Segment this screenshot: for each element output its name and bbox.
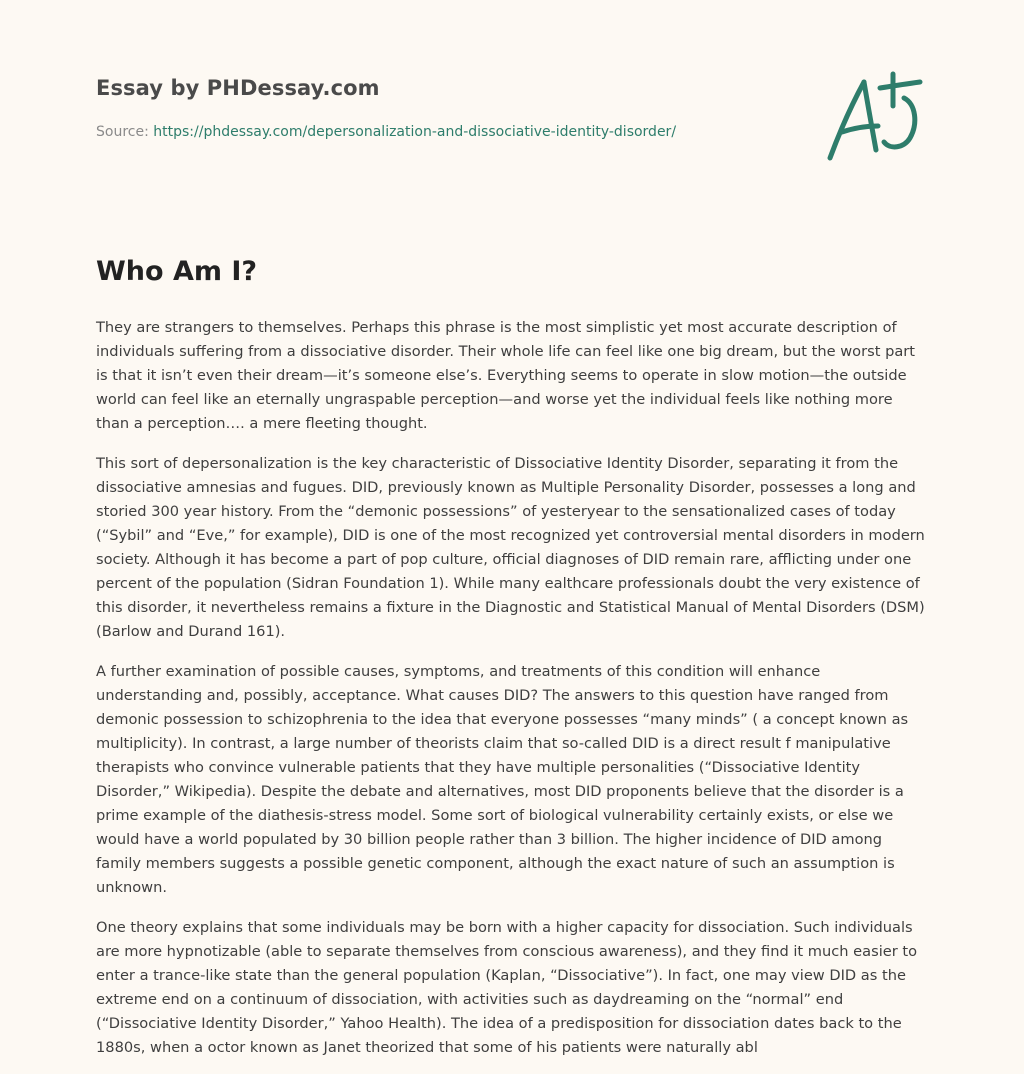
paragraph: They are strangers to themselves. Perhaps this phrase is the most simplistic yet most accurate description of individuals suffering from a dissociative disorder. Their whole life can feel like one big dream, but the worst part is that it isn’t even their dream—it’s someone else’s. Everything seems to operate in slow motion—the outside world can feel like an eternally ungraspable perception—and worse yet the individual feels like nothing more than a perception…. a mere fleeting thought.	[96, 319, 916, 432]
site-title: Essay by PHDessay.com	[96, 76, 380, 100]
source-link[interactable]: https://phdessay.com/depersonalization-and-dissociative-identity-disorder/	[153, 124, 677, 140]
paragraph: This sort of depersonalization is the key characteristic of Dissociative Identity Disorder, separating it from the dissociative amnesias and fugues. DID, previously known as Multiple Personality Disorder, possesses a long and storied 300 year history. From the “demonic possessions” of yesteryear to the sensationalized cases of today (“Sybil” and “Eve,” for example), DID is one of the most recognized yet controversial mental disorders in modern society. Although it has become a part of pop culture, official diagnoses of DID remain rare, afflicting under one percent of the population (Sidran Foundation 1). While many ealthcare professionals doubt the very existence of this disorder, it nevertheless remains a fixture in the Diagnostic and Statistical Manual of Mental Disorders (DSM) (Barlow and Durand 161).	[96, 455, 925, 640]
source-line	[96, 124, 676, 140]
paragraph: A further examination of possible causes, symptoms, and treatments of this condition will enhance understanding and, possibly, acceptance. What causes DID? The answers to this question have ranged from demonic possession to schizophrenia to the idea that everyone possesses “many minds” ( a concept known as multiplicity). In contrast, a large number of theorists claim that so-called DID is a direct result f manipulative therapists who convince vulnerable patients that they have multiple personalities (“Dissociative Identity Disorder,” Wikipedia). Despite the debate and alternatives, most DID proponents believe that the disorder is a prime example of the diathesis-stress model. Some sort of biological vulnerability certainly exists, or else we would have a world populated by 30 billion people rather than 3 billion. The higher incidence of DID among family members suggests a possible genetic component, although the exact nature of such an assumption is unknown.	[96, 663, 909, 896]
document-title: Who Am I?	[96, 256, 258, 287]
essay-body	[96, 316, 928, 1074]
a-plus-grade-icon	[820, 66, 930, 166]
source-label: Source:	[96, 124, 149, 140]
paragraph: One theory explains that some individuals may be born with a higher capacity for dissociation. Such individuals are more hypnotizable (able to separate themselves from conscious awareness), and they find it much easier to enter a trance-like state than the general population (Kaplan, “Dissociative”). In fact, one may view DID as the extreme end on a continuum of dissociation, with activities such as daydreaming on the “normal” end (“Dissociative Identity Disorder,” Yahoo Health). The idea of a predisposition for dissociation dates back to the 1880s, when a octor known as Janet theorized that some of his patients were naturally abl	[96, 919, 918, 1056]
